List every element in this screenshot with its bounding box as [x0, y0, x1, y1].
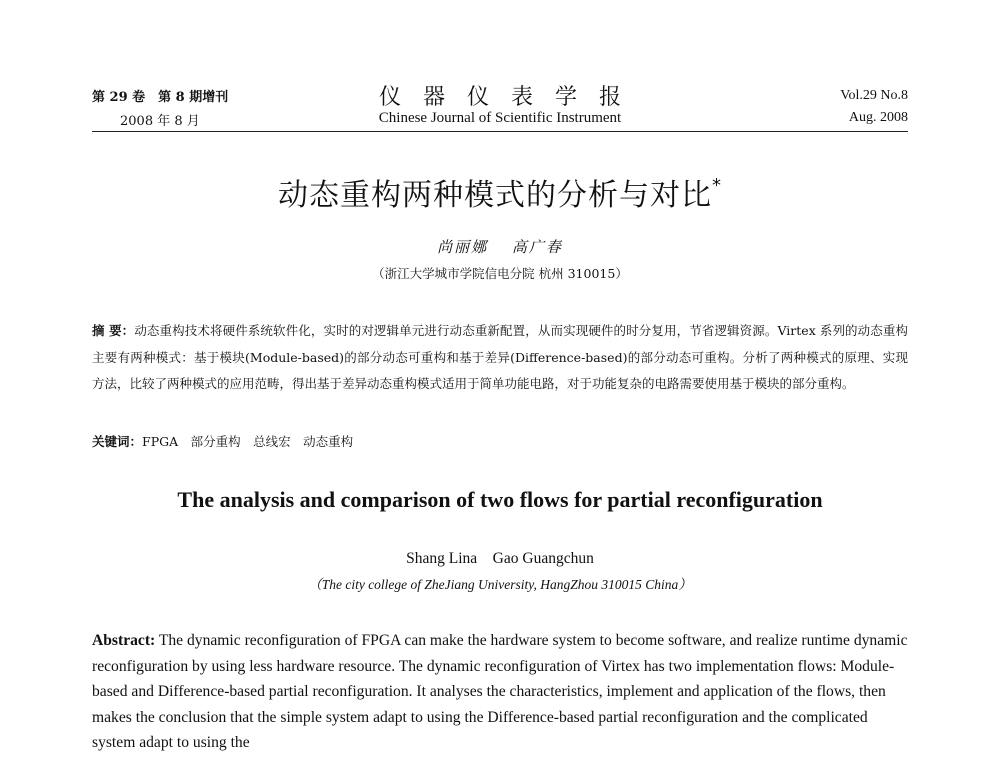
title-footnote-mark: *	[712, 175, 722, 196]
title-en: The analysis and comparison of two flows for partial reconfiguration	[177, 487, 823, 512]
abstract-cn-text: 动态重构技术将硬件系统软件化，实时的对逻辑单元进行动态重新配置，从而实现硬件的时分复用，节省逻辑资源。Virtex 系列的动态重构主要有两种模式：基于模块(Module-based)的部分动态可重构和基于差异(Difference-based)的部分动态可重构。分析了两种模式的原理、实现方法，比较了两种模式的应用范畴，得出基于差异动态重构模式适用于简单功能电路，对于功能复杂的电路需要使用基于模块的部分重构。	[92, 323, 908, 391]
keywords-cn-text: FPGA 部分重构 总线宏 动态重构	[142, 434, 354, 449]
affiliation-cn: （浙江大学城市学院信电分院 杭州 310015）	[372, 266, 628, 281]
volume-issue-cn: 第 29 卷 第 8 期增刊	[92, 90, 229, 105]
abstract-cn-label: 摘 要：	[92, 323, 135, 338]
title-cn	[0, 170, 1000, 214]
keywords-cn	[92, 432, 353, 450]
running-header	[92, 86, 908, 130]
authors-cn: 尚丽娜 高广春	[437, 238, 563, 256]
title-cn-text: 动态重构两种模式的分析与对比	[278, 178, 712, 213]
abstract-en-text: The dynamic reconfiguration of FPGA can make the hardware system to become software, and realize runtime dynamic reconfiguration by using less hardware resource. The dynamic reconfiguration of Virtex has two implementation flows: Module-based and Difference-based partial reconfiguration. It analyses the characteristics, implement and application of the flows, then makes the conclusion that the simple system adapt to using the Difference-based partial reconfiguration and the complicated system adapt to using the	[92, 632, 908, 752]
volume-issue-en: Vol.29 No.8	[840, 88, 908, 103]
affiliation-en: （The city college of ZheJiang University, HangZhou 310015 China）	[308, 577, 692, 592]
journal-name-cn: 仪器仪表学报	[378, 85, 643, 110]
date-en: Aug. 2008	[848, 110, 908, 125]
authors-en: Shang Lina Gao Guangchun	[406, 550, 594, 567]
keywords-cn-label: 关键词：	[92, 434, 143, 449]
abstract-en-label: Abstract:	[92, 632, 156, 649]
header-rule	[92, 131, 908, 132]
journal-name-en: Chinese Journal of Scientific Instrument	[378, 110, 622, 126]
abstract-en	[92, 628, 908, 756]
abstract-cn	[92, 318, 908, 398]
date-cn: 2008 年 8 月	[120, 114, 200, 129]
